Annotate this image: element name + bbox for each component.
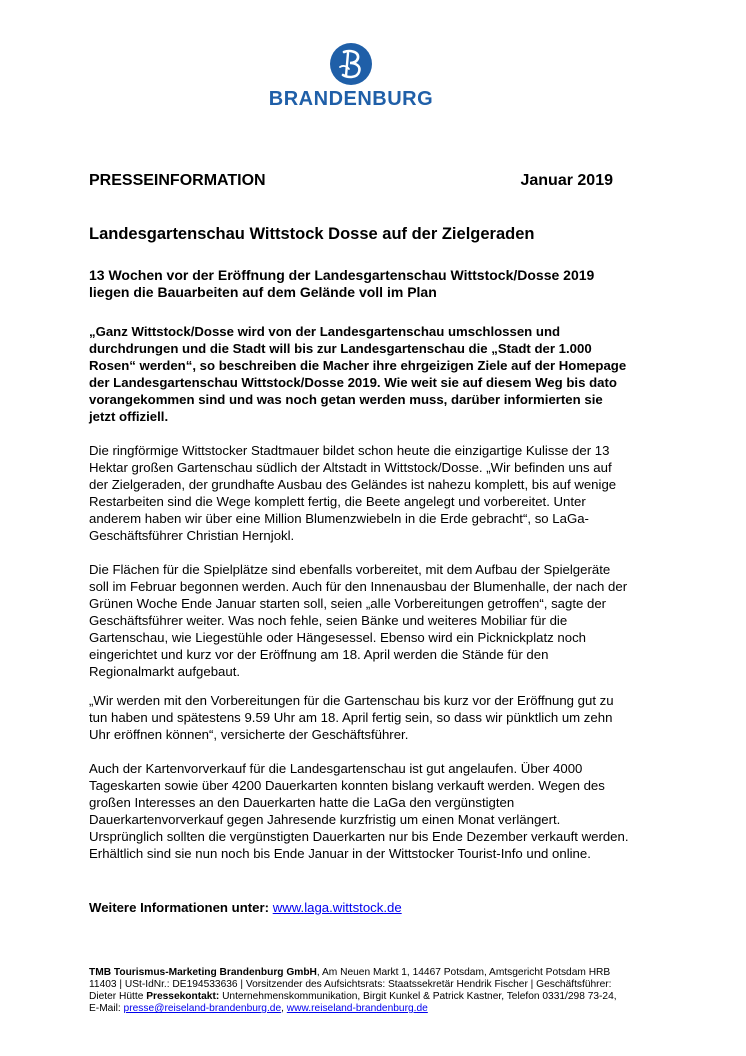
footer-company: TMB Tourismus-Marketing Brandenburg GmbH bbox=[89, 967, 317, 978]
doc-date: Januar 2019 bbox=[520, 172, 613, 189]
body-paragraph: Auch der Kartenvorverkauf für die Landesgartenschau ist gut angelaufen. Über 4000 Tageskarten sowie über 4200 Dauerkarten konnten bislang verkauft werden. Wegen des großen Interesses an den Dauerkarten hatte die LaGa den vergünstigten Dauerkartenvorverkauf gegen Jahresende kurzfristig um einen Monat verlängert. Ursprünglich sollten die vergünstigten Dauerkarten nur bis Ende Dezember verkauft werden. Erhältlich sind sie nun noch bis Ende Januar in der Wittstocker Tourist-Info und online. bbox=[89, 761, 629, 861]
footer-company-details: , Am Neuen Markt 1, 14467 Potsdam, Amtsgericht Potsdam HRB 11403 | USt-IdNr.: DE194533636 | Vorsitzender des Aufsichtsrats: Staatssekretär Hendrik Fischer | Geschäftsführer: Dieter Hütte bbox=[89, 967, 612, 1002]
footer-separator: , bbox=[281, 1003, 287, 1014]
footer-email-link[interactable]: presse@reiseland-brandenburg.de bbox=[123, 1003, 282, 1014]
footer bbox=[89, 967, 629, 1015]
body-paragraph: „Wir werden mit den Vorbereitungen für die Gartenschau bis kurz vor der Eröffnung gut zu tun haben und spätestens 9.59 Uhr am 18. April fertig sein, so dass wir pünktlich um zehn Uhr eröffnen können“, versicherte der Geschäftsführer. bbox=[89, 693, 614, 742]
footer-website-link[interactable]: www.reiseland-brandenburg.de bbox=[286, 1003, 428, 1014]
footer-contact-details: Unternehmenskommunikation, Birgit Kunkel & Patrick Kastner, Telefon 0331/298 73-24, E-Mail: bbox=[89, 991, 617, 1014]
brandenburg-logo bbox=[268, 42, 434, 114]
more-info-label: Weitere Informationen unter: bbox=[89, 900, 270, 915]
subtitle: 13 Wochen vor der Eröffnung der Landesgartenschau Wittstock/Dosse 2019 liegen die Bauarbeiten auf dem Gelände voll im Plan bbox=[89, 267, 595, 300]
doc-type-label: PRESSEINFORMATION bbox=[89, 172, 266, 189]
body-paragraph: Die Flächen für die Spielplätze sind ebenfalls vorbereitet, mit dem Aufbau der Spielgeräte soll im Februar begonnen werden. Auch für den Innenausbau der Blumenhalle, der nach der Grünen Woche Ende Januar starten soll, seien „alle Vorbereitungen getroffen“, sagte der Geschäftsführer weiter. Was noch fehle, seien Bänke und weiteres Mobiliar für die Gartenschau, wie Liegestühle oder Hängesessel. Ebenso wird ein Picknickplatz noch eingerichtet und kurz vor der Eröffnung am 18. April werden die Stände für den Regionalmarkt aufgebaut. bbox=[89, 562, 628, 679]
footer-contact-label: Pressekontakt: bbox=[146, 991, 220, 1002]
body-paragraph: Die ringförmige Wittstocker Stadtmauer bildet schon heute die einzigartige Kulisse der 13 Hektar großen Gartenschau südlich der Altstadt in Wittstock/Dosse. „Wir befinden uns auf der Zielgeraden, der grundhafte Ausbau des Geländes ist nahezu komplett, bis auf wenige Restarbeiten sind die Wege komplett fertig, die Beete angelegt und vorbereitet. Unter anderem haben wir über eine Million Blumenzwiebeln in die Erde gebracht“, so LaGa-Geschäftsführer Christian Hernjokl. bbox=[89, 443, 617, 543]
document-header bbox=[89, 172, 613, 192]
brandenburg-emblem-icon bbox=[329, 42, 373, 86]
laga-website-link[interactable]: www.laga.wittstock.de bbox=[272, 900, 402, 915]
more-info bbox=[89, 900, 402, 915]
logo-text: BRANDENBURG bbox=[268, 88, 434, 110]
page-title: Landesgartenschau Wittstock Dosse auf der Zielgeraden bbox=[89, 225, 535, 243]
lead-paragraph: „Ganz Wittstock/Dosse wird von der Landesgartenschau umschlossen und durchdrungen und die Stadt will bis zur Landesgartenschau die „Stadt der 1.000 Rosen“ werden“, so beschreiben die Macher ihre ehrgeizigen Ziele auf der Homepage der Landesgartenschau Wittstock/Dosse 2019. Wie weit sie auf diesem Weg bis dato vorangekommen sind und was noch getan werden muss, darüber informierten sie jetzt offiziell. bbox=[89, 324, 627, 424]
